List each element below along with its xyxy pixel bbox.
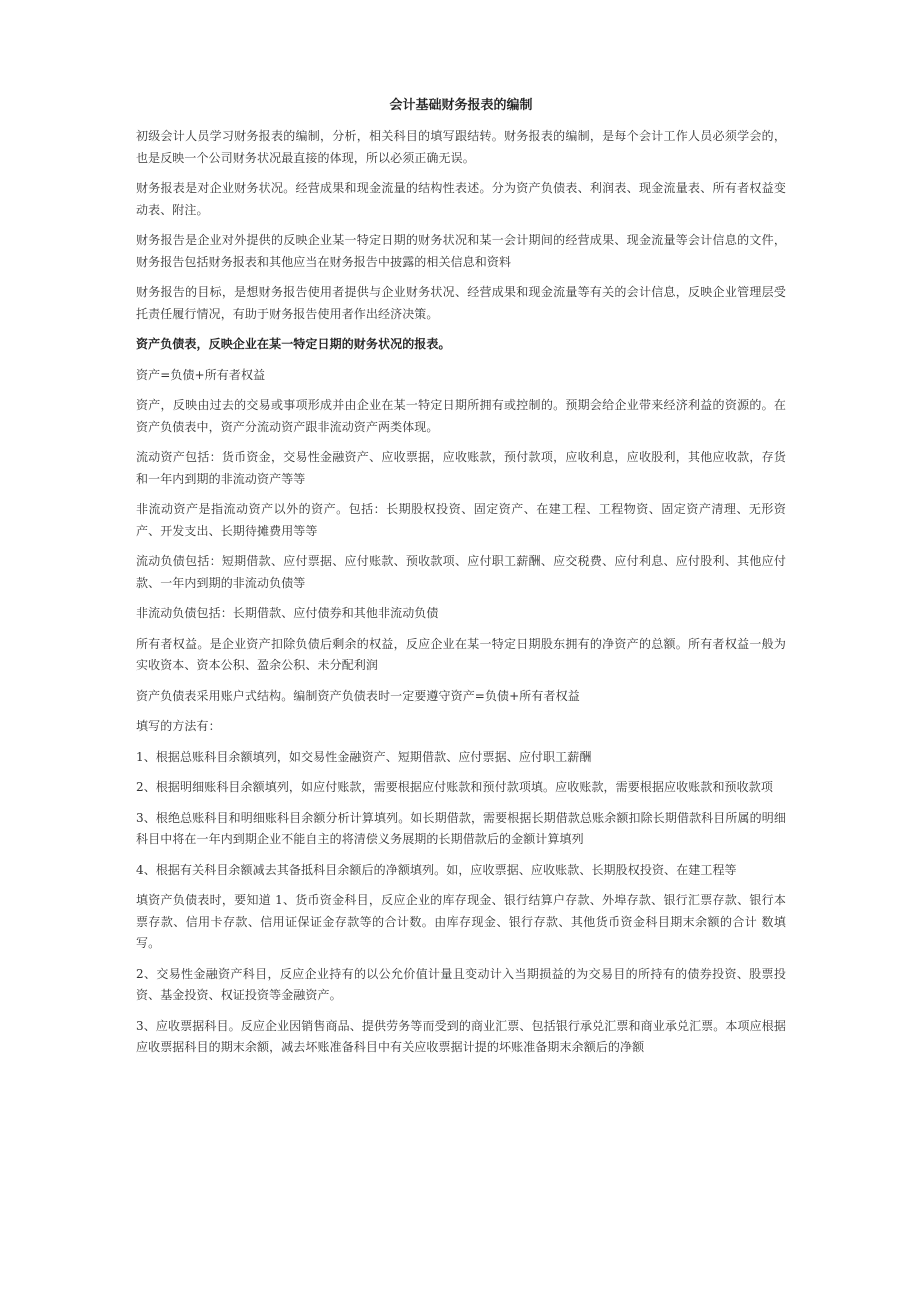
paragraph-monetary-funds: 填资产负债表时，要知道 1、货币资金科目，反应企业的库存现金、银行结算户存款、外埠存款、银行汇票存款、银行本票存款、信用卡存款、信用证保证金存款等的合计数。由库存现金、银行存款、其他货币资金科目期末余额的合计 数填写。 — [136, 893, 786, 950]
paragraph-equation: 资产=负债+所有者权益 — [136, 367, 266, 382]
document-title: 会计基础财务报表的编制 — [389, 98, 533, 113]
paragraph-notes-receivable: 3、应收票据科目。反应企业因销售商品、提供劳务等而受到的商业汇票、包括银行承兑汇票和商业承兑汇票。本项应根据应收票据科目的期末余额，减去坏账准备科目中有关应收票据计提的坏账准备期末余额后的净额 — [136, 1018, 786, 1054]
paragraph-report-objective: 财务报告的目标，是想财务报告使用者提供与企业财务状况、经营成果和现金流量等有关的会计信息，反映企业管理层受托责任履行情况，有助于财务报告使用者作出经济决策。 — [136, 285, 786, 321]
paragraph-methods-intro: 填写的方法有： — [136, 719, 221, 733]
paragraph-assets: 资产，反映由过去的交易或事项形成并由企业在某一特定日期所拥有或控制的。预期会给企业带来经济利益的资源的。在资产负债表中，资产分流动资产跟非流动资产两类体现。 — [136, 398, 786, 434]
paragraph-owners-equity: 所有者权益。是企业资产扣除负债后剩余的权益，反应企业在某一特定日期股东拥有的净资产的总额。所有者权益一般为实收资本、资本公积、盈余公积、未分配利润 — [136, 636, 786, 672]
paragraph-intro: 初级会计人员学习财务报表的编制，分析，相关科目的填写跟结转。财务报表的编制，是每个会计工作人员必须学会的， 也是反映一个公司财务状况最直接的体现，所以必须正确无误。 — [136, 129, 786, 165]
paragraph-statements-definition: 财务报表是对企业财务状况。经营成果和现金流量的结构性表述。分为资产负债表、利润表、现金流量表、所有者权益变动表、附注。 — [136, 181, 786, 217]
list-item-method-2: 2、根据明细账科目余额填列，如应付账款，需要根据应付账款和预付款项填。应收账款，需要根据应收账款和预收款项 — [136, 780, 773, 794]
list-item-method-1: 1、根据总账科目余额填列，如交易性金融资产、短期借款、应付票据、应付职工薪酬 — [136, 749, 592, 764]
document-page — [136, 96, 786, 1068]
list-item-method-3: 3、根绝总账科目和明细账科目余额分析计算填列。如长期借款，需要根据长期借款总账余额扣除长期借款科目所属的明细科目中将在一年内到期企业不能自主的将清偿义务展期的长期借款后的金额计算填列 — [136, 810, 786, 846]
paragraph-account-format: 资产负债表采用账户式结构。编制资产负债表时一定要遵守资产=负债+所有者权益 — [136, 688, 580, 703]
paragraph-non-current-liabilities: 非流动负债包括：长期借款、应付债券和其他非流动负债 — [136, 606, 439, 620]
paragraph-trading-assets: 2、交易性金融资产科目，反应企业持有的以公允价值计量且变动计入当期损益的为交易目的所持有的债券投资、股票投资、基金投资、权证投资等金融资产。 — [136, 966, 786, 1002]
list-item-method-4: 4、根据有关科目余额减去其备抵科目余额后的净额填列。如，应收票据、应收账款、长期股权投资、在建工程等 — [136, 862, 737, 877]
paragraph-current-liabilities: 流动负债包括：短期借款、应付票据、应付账款、预收款项、应付职工薪酬、应交税费、应付利息、应付股利、其他应付款、一年内到期的非流动负债等 — [136, 554, 786, 590]
paragraph-report-definition: 财务报告是企业对外提供的反映企业某一特定日期的财务状况和某一会计期间的经营成果、现金流量等会计信息的文件，财务报告包括财务报表和其他应当在财务报告中披露的相关信息和资料 — [136, 233, 786, 269]
paragraph-non-current-assets: 非流动资产是指流动资产以外的资产。包括：长期股权投资、固定资产、在建工程、工程物资、固定资产清理、无形资产、开发支出、长期待摊费用等等 — [136, 502, 786, 538]
paragraph-current-assets: 流动资产包括：货币资金，交易性金融资产、应收票据，应收账款，预付款项，应收利息，应收股利，其他应收款，存货和一年内到期的非流动资产等等 — [136, 450, 786, 486]
section-heading-balance-sheet: 资产负债表，反映企业在某一特定日期的财务状况的报表。 — [136, 337, 451, 351]
